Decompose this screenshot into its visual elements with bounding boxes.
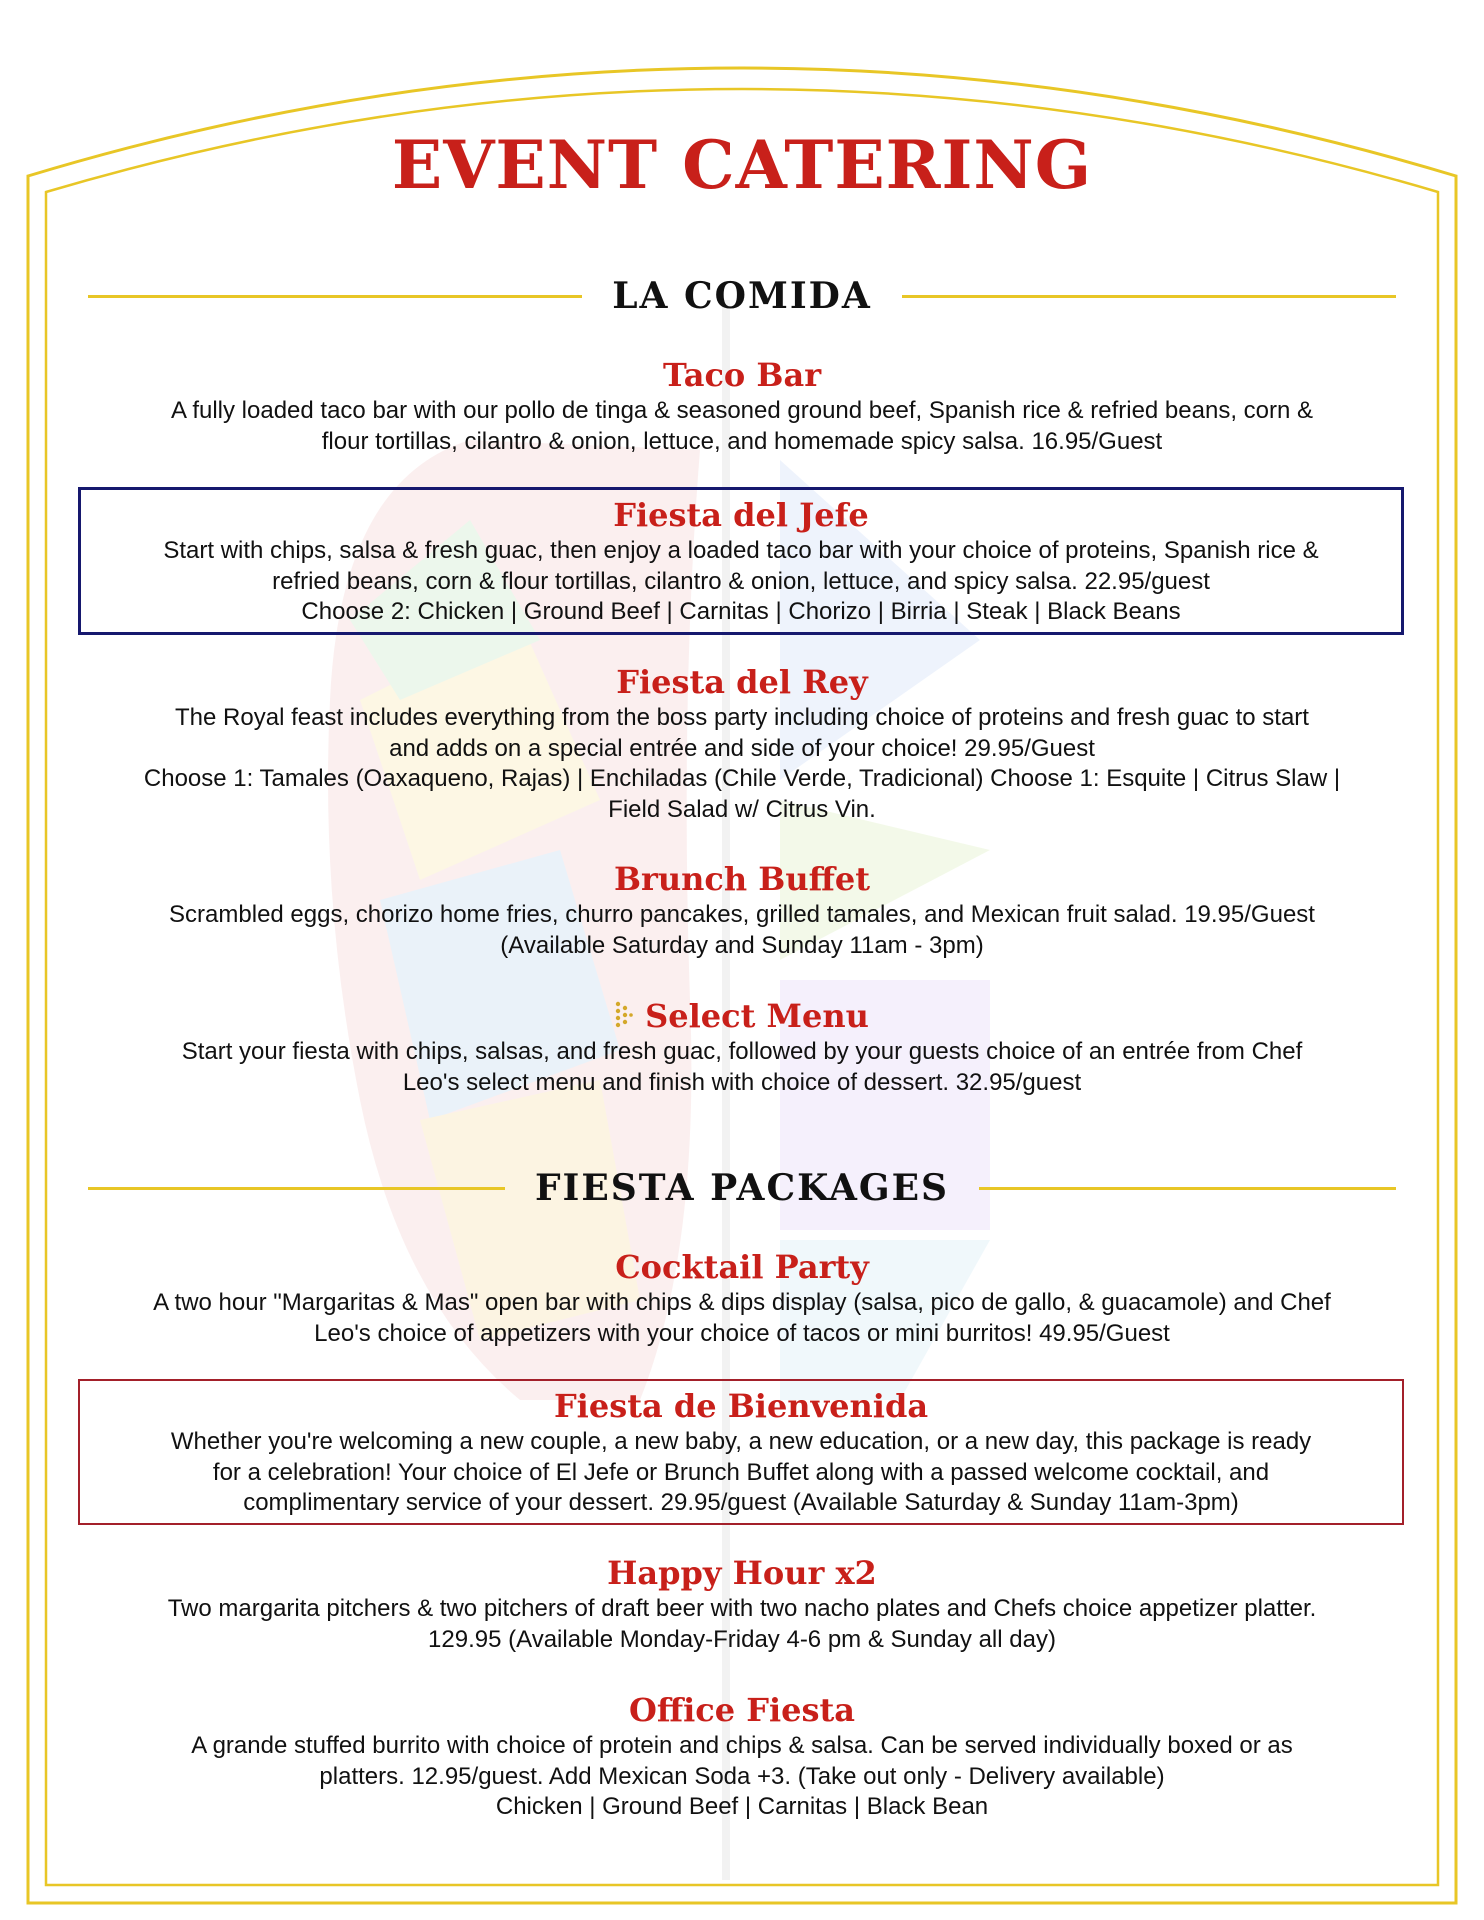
item-description: [80, 1594, 1404, 1655]
item-name: Taco Bar: [662, 356, 822, 394]
section-header-fiesta-packages: [88, 1158, 1396, 1218]
item-name-text: Select Menu: [645, 997, 869, 1035]
item-description: [80, 1037, 1404, 1098]
divider-right: [979, 1187, 1396, 1190]
menu-item-fiesta-del-jefe: [78, 487, 1404, 635]
menu-item-brunch-buffet: [80, 858, 1404, 961]
desc-line: Field Salad w/ Citrus Vin.: [608, 795, 876, 823]
item-name: Happy Hour x2: [607, 1554, 877, 1592]
menu-item-taco-bar: [80, 354, 1404, 457]
menu-item-select-menu: [80, 995, 1404, 1098]
desc-line: Whether you're welcoming a new couple, a new baby, a new education, or a new day, this package is ready: [170, 1428, 1312, 1455]
desc-line: 129.95 (Available Monday-Friday 4-6 pm & Sunday all day): [428, 1625, 1056, 1653]
desc-line: refried beans, corn & flour tortillas, cilantro & onion, lettuce, and spicy salsa. 22.95/guest: [272, 567, 1210, 595]
desc-line: and adds on a special entrée and side of your choice! 29.95/Guest: [389, 734, 1095, 762]
page-title: EVENT CATERING: [391, 126, 1093, 204]
section-header-la-comida: [88, 266, 1396, 326]
item-description: [80, 900, 1404, 961]
desc-line: Scrambled eggs, chorizo home fries, churro pancakes, grilled tamales, and Mexican fruit salad. 19.95/Guest: [169, 901, 1315, 928]
item-description: [80, 703, 1404, 825]
desc-line: Leo's choice of appetizers with your choice of tacos or mini burritos! 49.95/Guest: [314, 1319, 1170, 1347]
dots-icon: [615, 1001, 633, 1031]
item-description: [80, 1731, 1404, 1823]
desc-line: Start your fiesta with chips, salsas, and fresh guac, followed by your guests choice of an entrée from Chef: [181, 1038, 1303, 1065]
menu-item-office-fiesta: [80, 1689, 1404, 1823]
section-heading: LA COMIDA: [612, 275, 872, 317]
item-name: Fiesta del Rey: [616, 663, 868, 701]
desc-line: Two margarita pitchers & two pitchers of draft beer with two nacho plates and Chefs choice appetizer platter.: [167, 1595, 1317, 1622]
item-name: Fiesta del Jefe: [613, 496, 869, 534]
desc-line: (Available Saturday and Sunday 11am - 3pm): [500, 931, 984, 959]
menu-item-fiesta-del-rey: [80, 661, 1404, 825]
item-name: Fiesta de Bienvenida: [553, 1387, 929, 1425]
desc-line: Choose 2: Chicken | Ground Beef | Carnitas | Chorizo | Birria | Steak | Black Beans: [301, 598, 1181, 625]
item-name: Cocktail Party: [615, 1248, 869, 1286]
desc-line: A grande stuffed burrito with choice of protein and chips & salsa. Can be served individually boxed or as: [191, 1732, 1293, 1759]
item-description: [90, 1427, 1392, 1519]
desc-line: flour tortillas, cilantro & onion, lettuce, and homemade spicy salsa. 16.95/Guest: [321, 427, 1163, 455]
desc-line: Chicken | Ground Beef | Carnitas | Black Bean: [495, 1793, 989, 1820]
desc-line: platters. 12.95/guest. Add Mexican Soda +3. (Take out only - Delivery available): [319, 1762, 1165, 1790]
desc-line: Choose 1: Tamales (Oaxaqueno, Rajas) | Enchiladas (Chile Verde, Tradicional) Choose 1: Esquite | Citrus Slaw |: [143, 765, 1341, 792]
divider-right: [902, 295, 1396, 298]
desc-line: A two hour "Margaritas & Mas" open bar with chips & dips display (salsa, pico de gallo, & guacamole) and Chef: [153, 1289, 1331, 1316]
menu-item-fiesta-de-bienvenida: [78, 1379, 1404, 1525]
divider-left: [88, 295, 582, 298]
item-name: Brunch Buffet: [613, 860, 871, 898]
desc-line: A fully loaded taco bar with our pollo de tinga & seasoned ground beef, Spanish rice & refried beans, corn &: [170, 397, 1314, 424]
divider-left: [88, 1187, 505, 1190]
menu-item-happy-hour: [80, 1552, 1404, 1655]
item-name: [80, 995, 1404, 1037]
desc-line: The Royal feast includes everything from the boss party including choice of proteins and fresh guac to start: [175, 704, 1309, 731]
item-name: Office Fiesta: [628, 1691, 856, 1729]
item-description: [80, 1288, 1404, 1349]
section-heading: FIESTA PACKAGES: [534, 1167, 950, 1209]
desc-line: for a celebration! Your choice of El Jefe or Brunch Buffet along with a passed welcome cocktail, and: [212, 1458, 1270, 1486]
menu-item-cocktail-party: [80, 1246, 1404, 1349]
item-description: [91, 536, 1391, 628]
desc-line: Start with chips, salsa & fresh guac, then enjoy a loaded taco bar with your choice of proteins, Spanish rice &: [163, 537, 1319, 564]
desc-line: Leo's select menu and finish with choice of dessert. 32.95/guest: [402, 1068, 1082, 1096]
item-description: [80, 396, 1404, 457]
desc-line: complimentary service of your dessert. 29.95/guest (Available Saturday & Sunday 11am-3pm): [243, 1489, 1239, 1516]
